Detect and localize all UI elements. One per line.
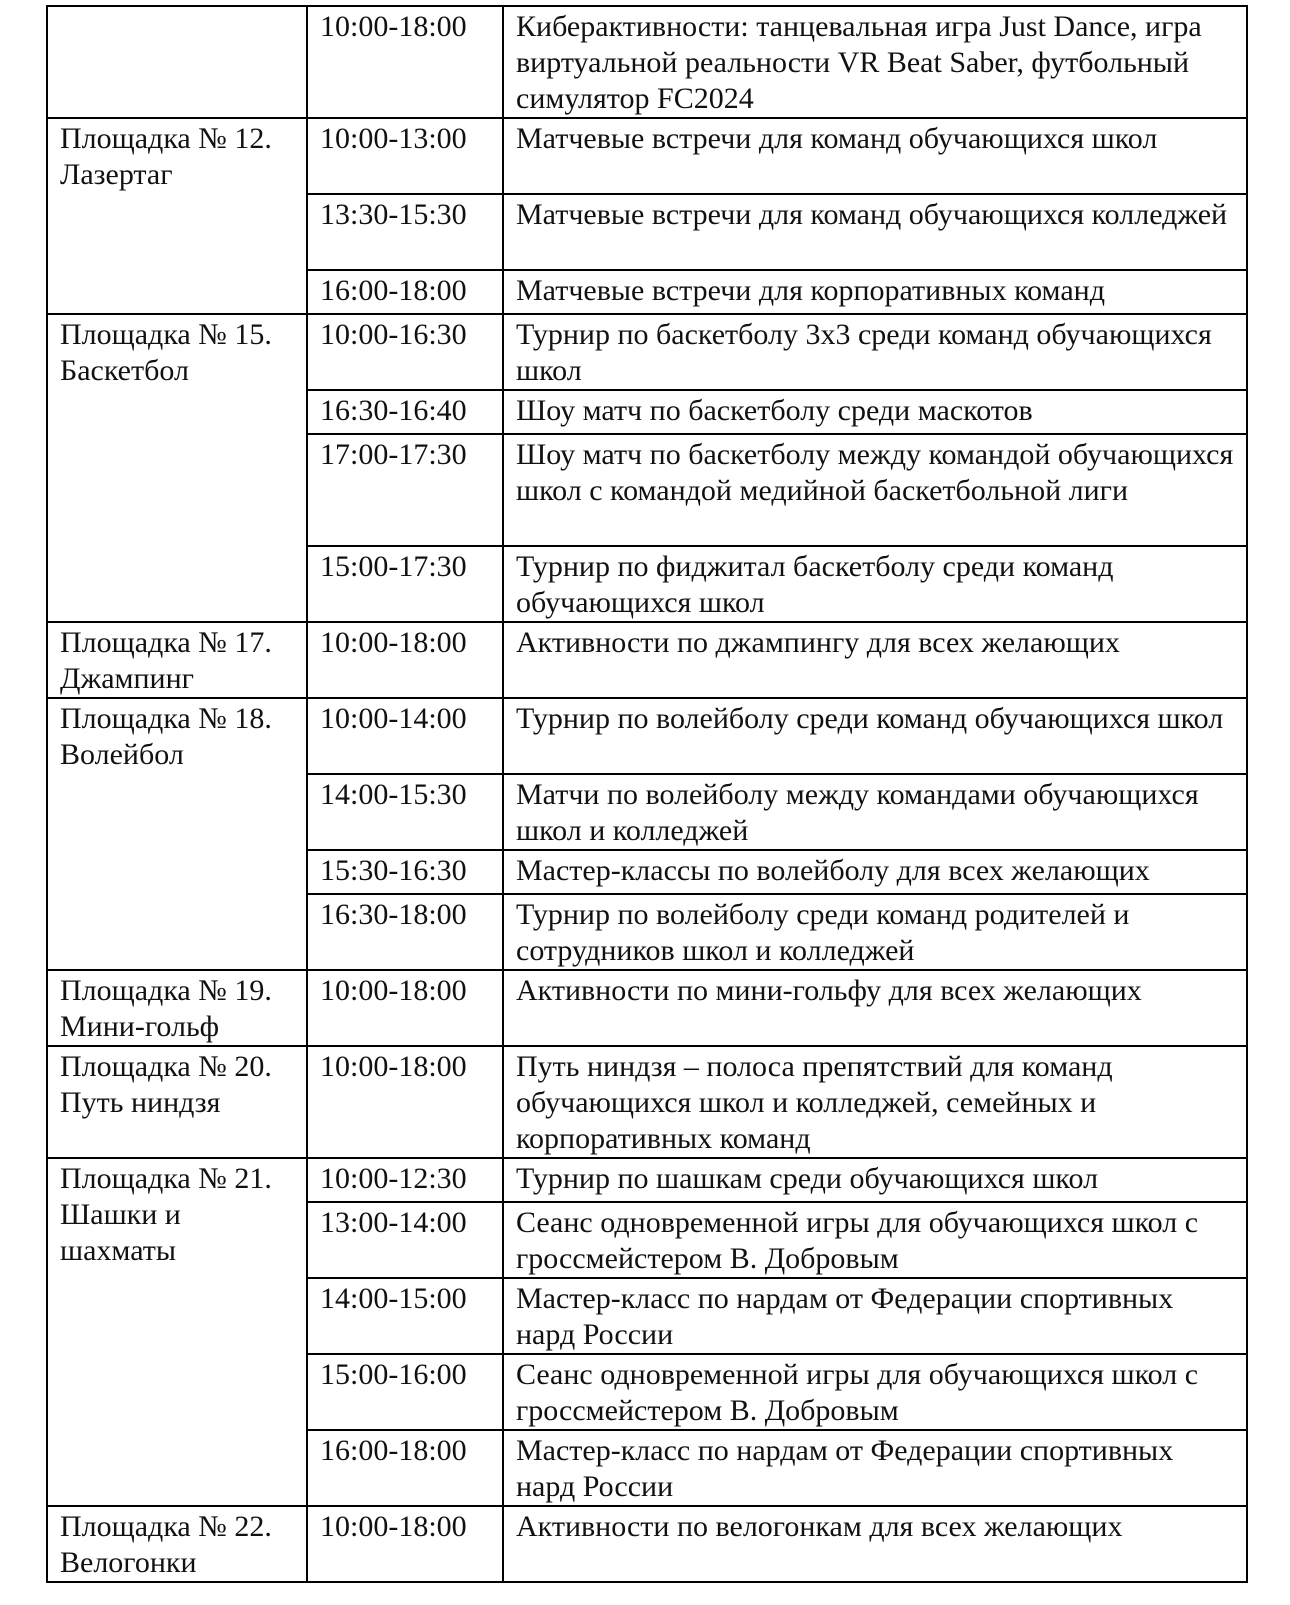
venue-cell [47,314,307,622]
schedule-body [47,6,1247,1582]
time-cell: 16:00-18:00 [307,1430,503,1506]
table-row [47,970,1247,1046]
activity-description: Активности по велогонкам для всех желающих [503,1506,1247,1582]
activity-description: Киберактивности: танцевальная игра Just Dance, игра виртуальной реальности VR Beat Saber, футбольный симулятор FC2024 [503,6,1247,118]
venue-label: Баскетбол [60,354,189,387]
venue-cell [47,1158,307,1506]
time-cell: 15:00-17:30 [307,546,503,622]
activity-description: Путь ниндзя – полоса препятствий для команд обучающихся школ и колледжей, семейных и корпоративных команд [503,1046,1247,1158]
venue-cell [47,698,307,970]
time-cell: 16:00-18:00 [307,270,503,314]
activity-description: Мастер-класс по нардам от Федерации спортивных нард России [503,1430,1247,1506]
time-cell: 14:00-15:30 [307,774,503,850]
venue-label: Площадка № 19. [60,974,272,1007]
venue-cell [47,6,307,118]
venue-cell [47,1046,307,1158]
table-row [47,6,1247,118]
time-cell: 10:00-18:00 [307,1046,503,1158]
venue-label: Путь ниндзя [60,1086,221,1119]
activity-description: Турнир по баскетболу 3х3 среди команд обучающихся школ [503,314,1247,390]
activity-description: Шоу матч по баскетболу среди маскотов [503,390,1247,434]
activity-description: Сеанс одновременной игры для обучающихся школ с гроссмейстером В. Добровым [503,1354,1247,1430]
venue-label: Джампинг [60,662,194,695]
venue-label: Площадка № 21. [60,1162,272,1195]
time-cell: 10:00-18:00 [307,622,503,698]
activity-description: Матчи по волейболу между командами обучающихся школ и колледжей [503,774,1247,850]
activity-description: Сеанс одновременной игры для обучающихся школ с гроссмейстером В. Добровым [503,1202,1247,1278]
time-cell: 16:30-16:40 [307,390,503,434]
venue-label: Волейбол [60,738,184,771]
activity-description: Мастер-класс по нардам от Федерации спортивных нард России [503,1278,1247,1354]
activity-description: Шоу матч по баскетболу между командой обучающихся школ с командой медийной баскетбольной лиги [503,434,1247,546]
schedule-table [46,5,1248,1583]
venue-cell [47,118,307,314]
venue-cell [47,622,307,698]
activity-description: Турнир по фиджитал баскетболу среди команд обучающихся школ [503,546,1247,622]
time-cell: 10:00-18:00 [307,970,503,1046]
time-cell: 17:00-17:30 [307,434,503,546]
table-row [47,1046,1247,1158]
time-cell: 13:30-15:30 [307,194,503,270]
activity-description: Турнир по волейболу среди команд обучающихся школ [503,698,1247,774]
table-row [47,314,1247,390]
venue-label: Площадка № 18. [60,702,272,735]
time-cell: 15:00-16:00 [307,1354,503,1430]
time-cell: 14:00-15:00 [307,1278,503,1354]
venue-label: Велогонки [60,1546,197,1579]
venue-label: Шашки и [60,1198,181,1231]
activity-description: Турнир по волейболу среди команд родителей и сотрудников школ и колледжей [503,894,1247,970]
table-row [47,698,1247,774]
time-cell: 10:00-18:00 [307,1506,503,1582]
activity-description: Матчевые встречи для корпоративных команд [503,270,1247,314]
time-cell: 16:30-18:00 [307,894,503,970]
activity-description: Мастер-классы по волейболу для всех желающих [503,850,1247,894]
venue-label: шахматы [60,1234,177,1267]
activity-description: Матчевые встречи для команд обучающихся колледжей [503,194,1247,270]
time-cell: 13:00-14:00 [307,1202,503,1278]
time-cell: 10:00-14:00 [307,698,503,774]
table-row [47,118,1247,194]
activity-description: Активности по джампингу для всех желающих [503,622,1247,698]
venue-label: Площадка № 15. [60,318,272,351]
venue-label: Площадка № 20. [60,1050,272,1083]
time-cell: 15:30-16:30 [307,850,503,894]
time-cell: 10:00-12:30 [307,1158,503,1202]
table-row [47,622,1247,698]
venue-label: Площадка № 22. [60,1510,272,1543]
venue-label: Мини-гольф [60,1010,220,1043]
venue-cell [47,970,307,1046]
activity-description: Турнир по шашкам среди обучающихся школ [503,1158,1247,1202]
time-cell: 10:00-13:00 [307,118,503,194]
venue-label: Площадка № 12. [60,122,272,155]
time-cell: 10:00-16:30 [307,314,503,390]
venue-label: Лазертаг [60,158,173,191]
activity-description: Матчевые встречи для команд обучающихся школ [503,118,1247,194]
activity-description: Активности по мини-гольфу для всех желающих [503,970,1247,1046]
table-row [47,1506,1247,1582]
table-row [47,1158,1247,1202]
time-cell: 10:00-18:00 [307,6,503,118]
venue-label: Площадка № 17. [60,626,272,659]
venue-cell [47,1506,307,1582]
